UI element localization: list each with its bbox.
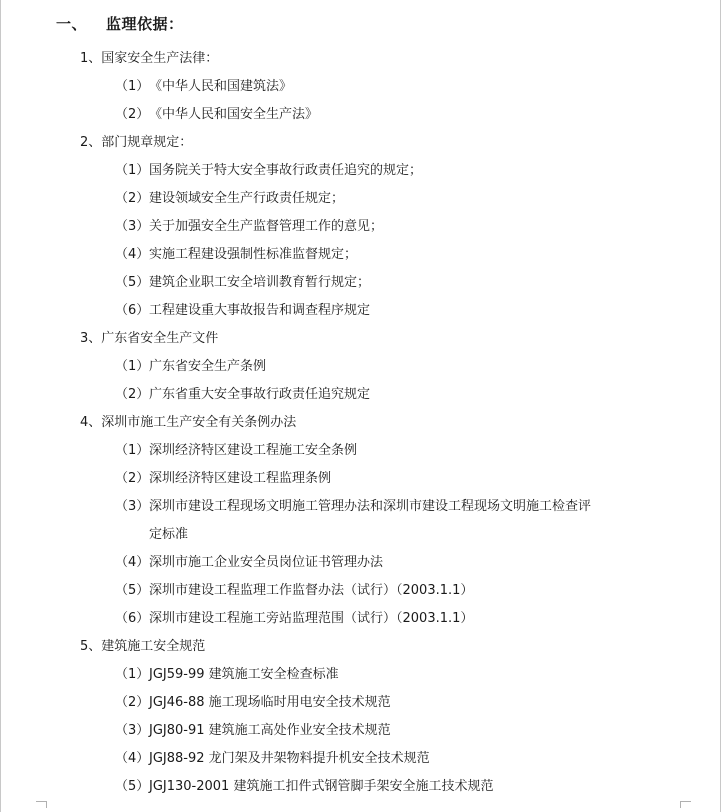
margin-corner-mark-left xyxy=(36,801,47,808)
item-text: 关于加强安全生产监督管理工作的意见； xyxy=(149,219,384,234)
list-item xyxy=(115,582,473,600)
item-text: 深圳市建设工程监理工作监督办法（试行）（2003.1.1） xyxy=(149,583,474,598)
section-heading xyxy=(56,13,184,34)
list-item xyxy=(115,750,430,768)
list-item xyxy=(115,218,383,236)
item-index: （5） xyxy=(115,583,150,598)
item-text: 建筑企业职工安全培训教育暂行规定； xyxy=(149,275,371,290)
item-text: 广东省安全生产条例 xyxy=(149,359,267,374)
list-item xyxy=(115,246,357,264)
list-item xyxy=(115,442,357,460)
item-text: 《中华人民和国安全生产法》 xyxy=(149,107,319,122)
heading-title: 监理依据： xyxy=(106,15,184,33)
item-text: JGJ59-99 建筑施工安全检查标准 xyxy=(149,667,339,682)
item-index: （1） xyxy=(115,443,150,458)
list-item xyxy=(115,162,422,180)
item-index: （5） xyxy=(115,275,150,290)
item-text: 深圳经济特区建设工程施工安全条例 xyxy=(149,443,358,458)
item-index: （3） xyxy=(115,499,150,514)
list-item xyxy=(115,778,493,796)
item-text: 深圳市建设工程现场文明施工管理办法和深圳市建设工程现场文明施工检查评 xyxy=(149,499,592,514)
item-index: （1） xyxy=(115,163,150,178)
list-item xyxy=(115,610,473,628)
list-item xyxy=(115,694,391,712)
list-item xyxy=(115,274,370,292)
list-item xyxy=(115,190,344,208)
item-index: （6） xyxy=(115,611,150,626)
item-text: JGJ88-92 龙门架及井架物料提升机安全技术规范 xyxy=(149,751,430,766)
list-item xyxy=(115,722,391,740)
list-item xyxy=(115,358,266,376)
item-text: 实施工程建设强制性标准监督规定； xyxy=(149,247,358,262)
list-item xyxy=(115,386,370,404)
list-item xyxy=(115,78,292,96)
item-text: 深圳市建设工程施工旁站监理范围（试行）（2003.1.1） xyxy=(149,611,474,626)
item-text: 深圳经济特区建设工程监理条例 xyxy=(149,471,332,486)
item-index: （2） xyxy=(115,191,150,206)
list-item xyxy=(115,554,383,572)
section-title: 1、国家安全生产法律： xyxy=(80,51,219,66)
list-item xyxy=(115,470,331,488)
item-index: （4） xyxy=(115,555,150,570)
list-item xyxy=(115,666,339,684)
item-index: （4） xyxy=(115,751,150,766)
item-index: （1） xyxy=(115,79,150,94)
item-index: （6） xyxy=(115,303,150,318)
margin-corner-mark-right xyxy=(680,801,691,808)
item-index: （1） xyxy=(115,359,150,374)
item-text: 深圳市施工企业安全员岗位证书管理办法 xyxy=(149,555,384,570)
item-index: （3） xyxy=(115,219,150,234)
item-text: JGJ130-2001 建筑施工扣件式钢管脚手架安全施工技术规范 xyxy=(149,779,494,794)
section-title: 5、建筑施工安全规范 xyxy=(80,639,206,654)
section-title: 3、广东省安全生产文件 xyxy=(80,331,219,346)
item-index: （2） xyxy=(115,107,150,122)
item-text: 工程建设重大事故报告和调查程序规定 xyxy=(149,303,371,318)
list-item xyxy=(115,498,591,516)
item-index: （2） xyxy=(115,695,150,710)
item-text-continuation: 定标准 xyxy=(149,527,189,542)
item-index: （2） xyxy=(115,471,150,486)
section-title: 2、部门规章规定： xyxy=(80,135,193,150)
item-text: JGJ80-91 建筑施工高处作业安全技术规范 xyxy=(149,723,391,738)
heading-number: 一、 xyxy=(56,15,88,33)
item-index: （4） xyxy=(115,247,150,262)
page-border-left xyxy=(0,0,1,812)
item-text: 广东省重大安全事故行政责任追究规定 xyxy=(149,387,371,402)
item-text: 国务院关于特大安全事故行政责任追究的规定； xyxy=(149,163,423,178)
list-item xyxy=(115,302,370,320)
item-index: （1） xyxy=(115,667,150,682)
section-title: 4、深圳市施工生产安全有关条例办法 xyxy=(80,415,297,430)
item-text: 建设领域安全生产行政责任规定； xyxy=(149,191,345,206)
item-text: JGJ46-88 施工现场临时用电安全技术规范 xyxy=(149,695,391,710)
list-item xyxy=(115,106,318,124)
item-index: （2） xyxy=(115,387,150,402)
item-text: 《中华人民和国建筑法》 xyxy=(149,79,293,94)
item-index: （3） xyxy=(115,723,150,738)
item-index: （5） xyxy=(115,779,150,794)
